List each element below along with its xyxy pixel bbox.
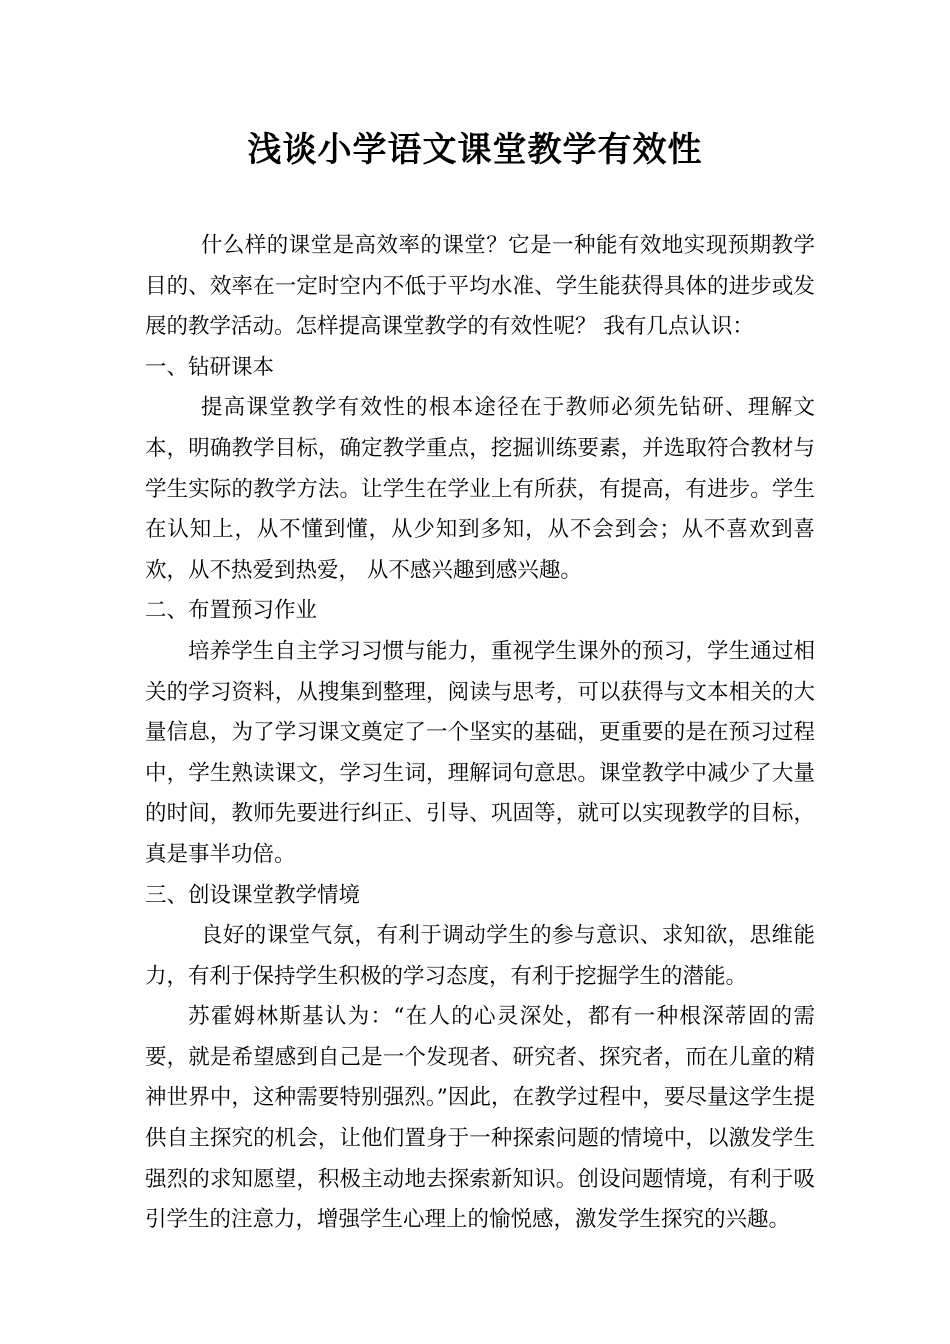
section-heading-3: 三、创设课堂教学情境	[145, 882, 361, 908]
section-heading-1: 一、钻研课本	[145, 354, 275, 380]
intro-paragraph: 什么样的课堂是高效率的课堂？它是一种能有效地实现预期教学目的、效率在一定时空内不低于平均水准、学生能获得具体的进步或发展的教学活动。怎样提高课堂教学的有效性呢？ 我有几点认识：	[145, 233, 815, 340]
section-2-paragraph-1: 培养学生自主学习习惯与能力，重视学生课外的预习，学生通过相关的学习资料，从搜集到整理，阅读与思考，可以获得与文本相关的大量信息，为了学习课文奠定了一个坚实的基础，更重要的是在预习过程中，学生熟读课文，学习生词，理解词句意思。课堂教学中减少了大量的时间，教师先要进行纠正、引导、巩固等，就可以实现教学的目标， 真是事半功倍。	[145, 638, 815, 867]
section-3-paragraph-1: 良好的课堂气氛，有利于调动学生的参与意识、求知欲，思维能力，有利于保持学生积极的学习态度，有利于挖掘学生的潜能。	[145, 923, 815, 989]
section-heading-2: 二、布置预习作业	[145, 598, 318, 624]
section-1-paragraph-1: 提高课堂教学有效性的根本途径在于教师必须先钻研、理解文本，明确教学目标，确定教学重点，挖掘训练要素，并选取符合教材与学生实际的教学方法。让学生在学业上有所获，有提高，有进步。学生在认知上，从不懂到懂，从少知到多知，从不会到会；从不喜欢到喜欢，从不热爱到热爱， 从不感兴趣到感兴趣。	[145, 395, 815, 583]
section-3-paragraph-2: 苏霍姆林斯基认为：“在人的心灵深处，都有一种根深蒂固的需要，就是希望感到自己是一个发现者、研究者、探究者，而在儿童的精神世界中，这种需要特别强烈。”因此，在教学过程中，要尽量这学生提供自主探究的机会，让他们置身于一种探索问题的情境中，以激发学生强烈的求知愿望，积极主动地去探索新知识。创设问题情境，有利于吸引学生的注意力，增强学生心理上的愉悦感，激发学生探究的兴趣。	[145, 1004, 815, 1233]
document-body	[145, 226, 815, 1241]
document-title: 浅谈小学语文课堂教学有效性	[247, 130, 703, 170]
